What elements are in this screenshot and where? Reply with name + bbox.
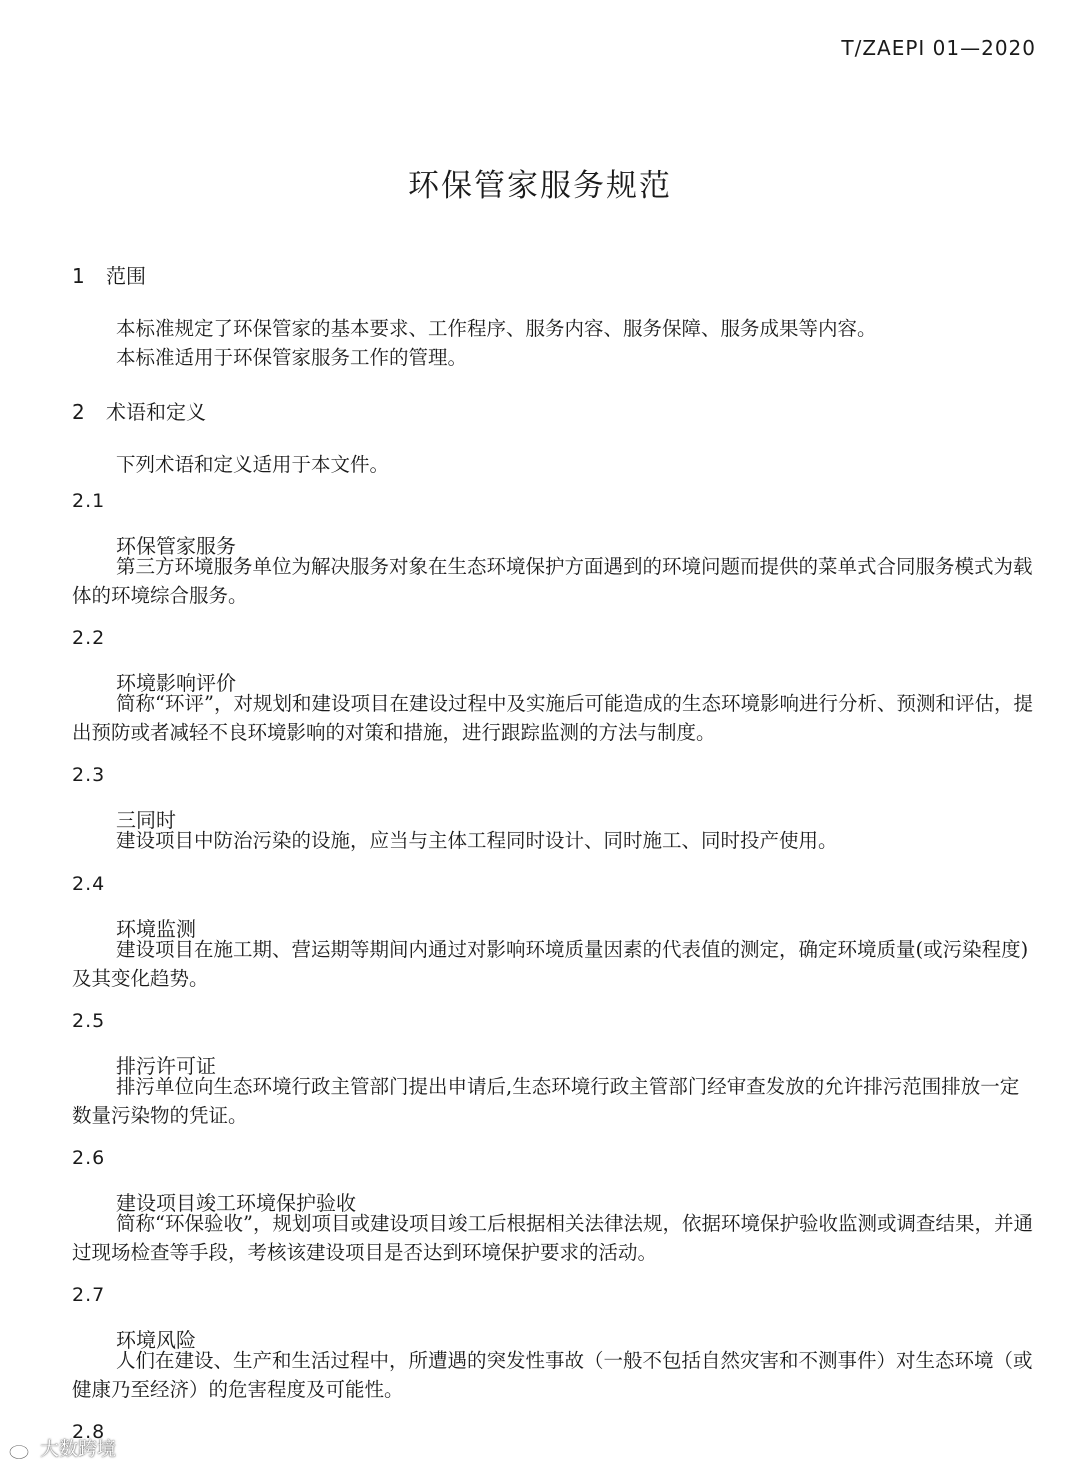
standard-code: T/ZAEPI 01—2020 [841, 36, 1036, 60]
term-number: 2.2 [72, 627, 106, 649]
section-number: 1 [72, 264, 85, 288]
term-definition: 建设项目中防治污染的设施，应当与主体工程同时设计、同时施工、同时投产使用。 [116, 829, 838, 852]
term-title: 环境影响评价 [116, 671, 236, 695]
term-title: 排污许可证 [116, 1054, 216, 1078]
term-definition: 简称“环评”，对规划和建设项目在建设过程中及实施后可能造成的生态环境影响进行分析、预测和评估，提出预防或者减轻不良环境影响的对策和措施，进行跟踪监测的方法与制度。 [72, 692, 1033, 744]
term-definition: 建设项目在施工期、营运期等期间内通过对影响环境质量因素的代表值的测定，确定环境质量(或污染程度)及其变化趋势。 [72, 938, 1029, 990]
term-number: 2.8 [72, 1421, 106, 1443]
watermark-text: 大数跨境 [40, 1438, 117, 1460]
section-title: 范围 [106, 264, 146, 288]
term-definition: 人们在建设、生产和生活过程中，所遭遇的突发性事故（一般不包括自然灾害和不测事件）对生态环境（或健康乃至经济）的危害程度及可能性。 [72, 1349, 1033, 1401]
scope-paragraph-1: 本标准规定了环保管家的基本要求、工作程序、服务内容、服务保障、服务成果等内容。 [116, 317, 877, 340]
term-title: 环境风险 [116, 1328, 196, 1352]
section-number: 2 [72, 400, 85, 424]
term-number: 2.4 [72, 873, 106, 895]
term-number: 2.3 [72, 764, 106, 786]
term-number: 2.1 [72, 490, 106, 512]
section-heading-scope [72, 260, 146, 289]
watermark-logo [8, 1434, 116, 1461]
section-title: 术语和定义 [106, 400, 206, 424]
term-number: 2.5 [72, 1010, 106, 1032]
document-title: 环保管家服务规范 [408, 168, 672, 204]
term-number: 2.7 [72, 1284, 106, 1306]
section-heading-terms [72, 396, 206, 425]
term-title: 环境监测 [116, 917, 196, 941]
term-definition: 简称“环保验收”，规划项目或建设项目竣工后根据相关法律法规，依据环境保护验收监测或调查结果，并通过现场检查等手段，考核该建设项目是否达到环境保护要求的活动。 [72, 1212, 1033, 1264]
term-definition: 排污单位向生态环境行政主管部门提出申请后,生态环境行政主管部门经审查发放的允许排污范围排放一定数量污染物的凭证。 [72, 1075, 1020, 1127]
term-number: 2.6 [72, 1147, 106, 1169]
weibo-icon [8, 1438, 40, 1460]
term-definition: 第三方环境服务单位为解决服务对象在生态环境保护方面遇到的环境问题而提供的菜单式合同服务模式为载体的环境综合服务。 [72, 555, 1033, 607]
terms-intro: 下列术语和定义适用于本文件。 [116, 453, 390, 476]
term-title: 建设项目竣工环境保护验收 [116, 1191, 356, 1215]
term-title: 三同时 [116, 808, 176, 832]
scope-paragraph-2: 本标准适用于环保管家服务工作的管理。 [116, 346, 468, 369]
term-title: 环保管家服务 [116, 534, 236, 558]
